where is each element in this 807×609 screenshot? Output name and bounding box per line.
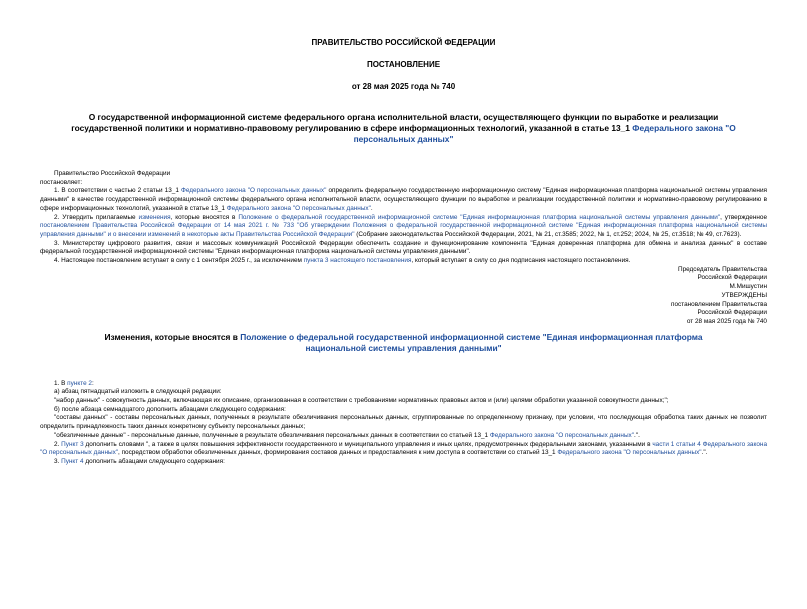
title-law-link[interactable]: Федерального закона "О персональных данных" — [353, 123, 736, 144]
change-item-1a: а) абзац пятнадцатый изложить в следующей редакции: — [54, 388, 222, 396]
title-text: О государственной информационной системе федерального органа исполнительной власти, осуществляющего функции по выработке и реализации государственной политики и нормативно-правовому регулированию в сфере информационных технологий, указанной в статье 13_1 — [71, 112, 719, 133]
paragraph-4: 4. Настоящее постановление вступает в силу с 1 сентября 2025 г., за исключением пункта 3 настоящего постановления, который вступает в силу со дня подписания настоящего постановления. — [54, 257, 631, 265]
paragraph-1: 1. В соответствии с частью 2 статьи 13_1 Федерального закона "О персональных данных" определить федеральную государственную информационную систему "Единая информационная платформа национальной системы управления данными" в качестве государственной информационной системы федерального органа исполнительной власти, осуществляющего функции по выработке и реализации государственной политики и нормативно-правовому регулированию в сфере информационных технологий, указанной в статье 13_1 Федерального закона "О персональных данных". — [40, 187, 767, 212]
approved-label: УТВЕРЖДЕНЫ — [721, 291, 767, 299]
document-date-number: от 28 мая 2025 года № 740 — [351, 82, 456, 91]
document-page — [0, 38, 807, 609]
change-item-1b: б) после абзаца семнадцатого дополнить абзацами следующего содержания: — [54, 405, 286, 413]
law-link[interactable]: Федерального закона "О персональных данных" — [181, 187, 327, 195]
resolution-733-link[interactable]: постановлением Правительства Российской Федерации от 14 мая 2021 г. № 733 "Об утверждении Положения о федеральной государственной информационной системе "Единая информационная платформа национальной системы управления данными" и о внесении изменений в некоторые акты Правительства Российской Федерации" — [40, 222, 767, 238]
resolution-body — [40, 170, 767, 327]
approved-country: Российской Федерации — [697, 309, 767, 317]
point-2-link[interactable]: пункте 2 — [67, 379, 92, 387]
changes-regulation-link[interactable]: Положение о федеральной государственной информационной системе "Единая информационная платформа национальной системы управления данными" — [240, 331, 703, 353]
change-item-1: 1. В пункте 2: — [54, 379, 94, 387]
approved-by: постановлением Правительства — [671, 300, 767, 308]
changes-body — [40, 380, 767, 467]
article-4-link[interactable]: части 1 статьи 4 Федерального закона "О персональных данных" — [40, 440, 767, 457]
point-4-link[interactable]: Пункт 4 — [61, 457, 84, 465]
government-heading: ПРАВИТЕЛЬСТВО РОССИЙСКОЙ ФЕДЕРАЦИИ — [311, 38, 496, 47]
document-type: ПОСТАНОВЛЕНИЕ — [366, 60, 441, 69]
intro-line-2: постановляет: — [40, 178, 83, 186]
signature-title: Председатель Правительства — [678, 265, 767, 273]
document-title — [60, 112, 747, 145]
point-3-ref-link[interactable]: Пункт 3 — [61, 440, 84, 448]
intro-line-1: Правительство Российской Федерации — [54, 170, 171, 177]
signature-name: М.Мишустин — [729, 283, 767, 291]
changes-title: Изменения, которые вносятся в Положение о федеральной государственной информационной системе "Единая информационная платформа национальной системы управления данными" — [104, 331, 703, 353]
point-3-link[interactable]: пункта 3 настоящего постановления — [303, 257, 412, 265]
change-item-2: 2. Пункт 3 дополнить словами ", а также в целях повышения эффективности государственного и муниципального управления и иных целях, предусмотренных федеральными законами, указанными в части 1 статьи 4 Федерального закона "О персональных данных", посредством обработки обезличенных данных, формирования составов данных и предоставления к ним доступа в соответствии со статьей 13_1 Федерального закона "О персональных данных".". — [40, 440, 767, 457]
law-link[interactable]: Федерального закона "О персональных данных" — [557, 449, 702, 457]
changes-link[interactable]: изменения — [138, 213, 171, 221]
change-item-1a-quote: "набор данных" - совокупность данных, включающая их описание, организованная в соответствии с требованиями нормативных правовых актов и (или) целями обработки указанной совокупности данных;"; — [54, 397, 669, 405]
paragraph-2: 2. Утвердить прилагаемые изменения, которые вносятся в Положение о федеральной государственной информационной системе "Единая информационная платформа национальной системы управления данными", утвержденное постановлением Правительства Российской Федерации от 14 мая 2021 г. № 733 "Об утверждении Положения о федеральной государственной информационной системе "Единая информационная платформа национальной системы управления данными" и о внесении изменений в некоторые акты Правительства Российской Федерации" (Собрание законодательства Российской Федерации, 2021, № 21, ст.3585; 2022, № 1, ст.252; 2024, № 25, ст.3518; № 49, ст.7623). — [40, 213, 768, 238]
paragraph-3: 3. Министерству цифрового развития, связи и массовых коммуникаций Российской Федерации обеспечить создание и функционирование компонента "Единая доверенная платформа для обмена и анализа данных" в составе федеральной государственной информационной системы "Единая информационная платформа национальной системы управления данными". — [40, 239, 767, 256]
approved-date: от 28 мая 2025 года № 740 — [686, 317, 767, 325]
change-item-1b-quote-1: "составы данных" - составы персональных данных, полученных в результате обезличивания персональных данных, сгруппированные по определенному признаку, при условии, что последующая обработка таких данных не позволит определить принадлежность таких данных конкретному субъекту персональных данных; — [40, 414, 767, 431]
law-link[interactable]: Федерального закона "О персональных данных" — [226, 204, 371, 212]
change-item-3: 3. Пункт 4 дополнить абзацами следующего содержания: — [54, 457, 225, 465]
change-item-1b-quote-2: "обезличенные данные" - персональные данные, полученные в результате обезличивания персональных данных в соответствии со статьей 13_1 Федерального закона "О персональных данных".". — [54, 431, 640, 439]
signature-country: Российской Федерации — [697, 274, 767, 282]
law-link[interactable]: Федерального закона "О персональных данных" — [489, 431, 635, 439]
regulation-link[interactable]: Положение о федеральной государственной информационной системе "Единая информационная платформа национальной системы управления данными" — [238, 213, 721, 221]
